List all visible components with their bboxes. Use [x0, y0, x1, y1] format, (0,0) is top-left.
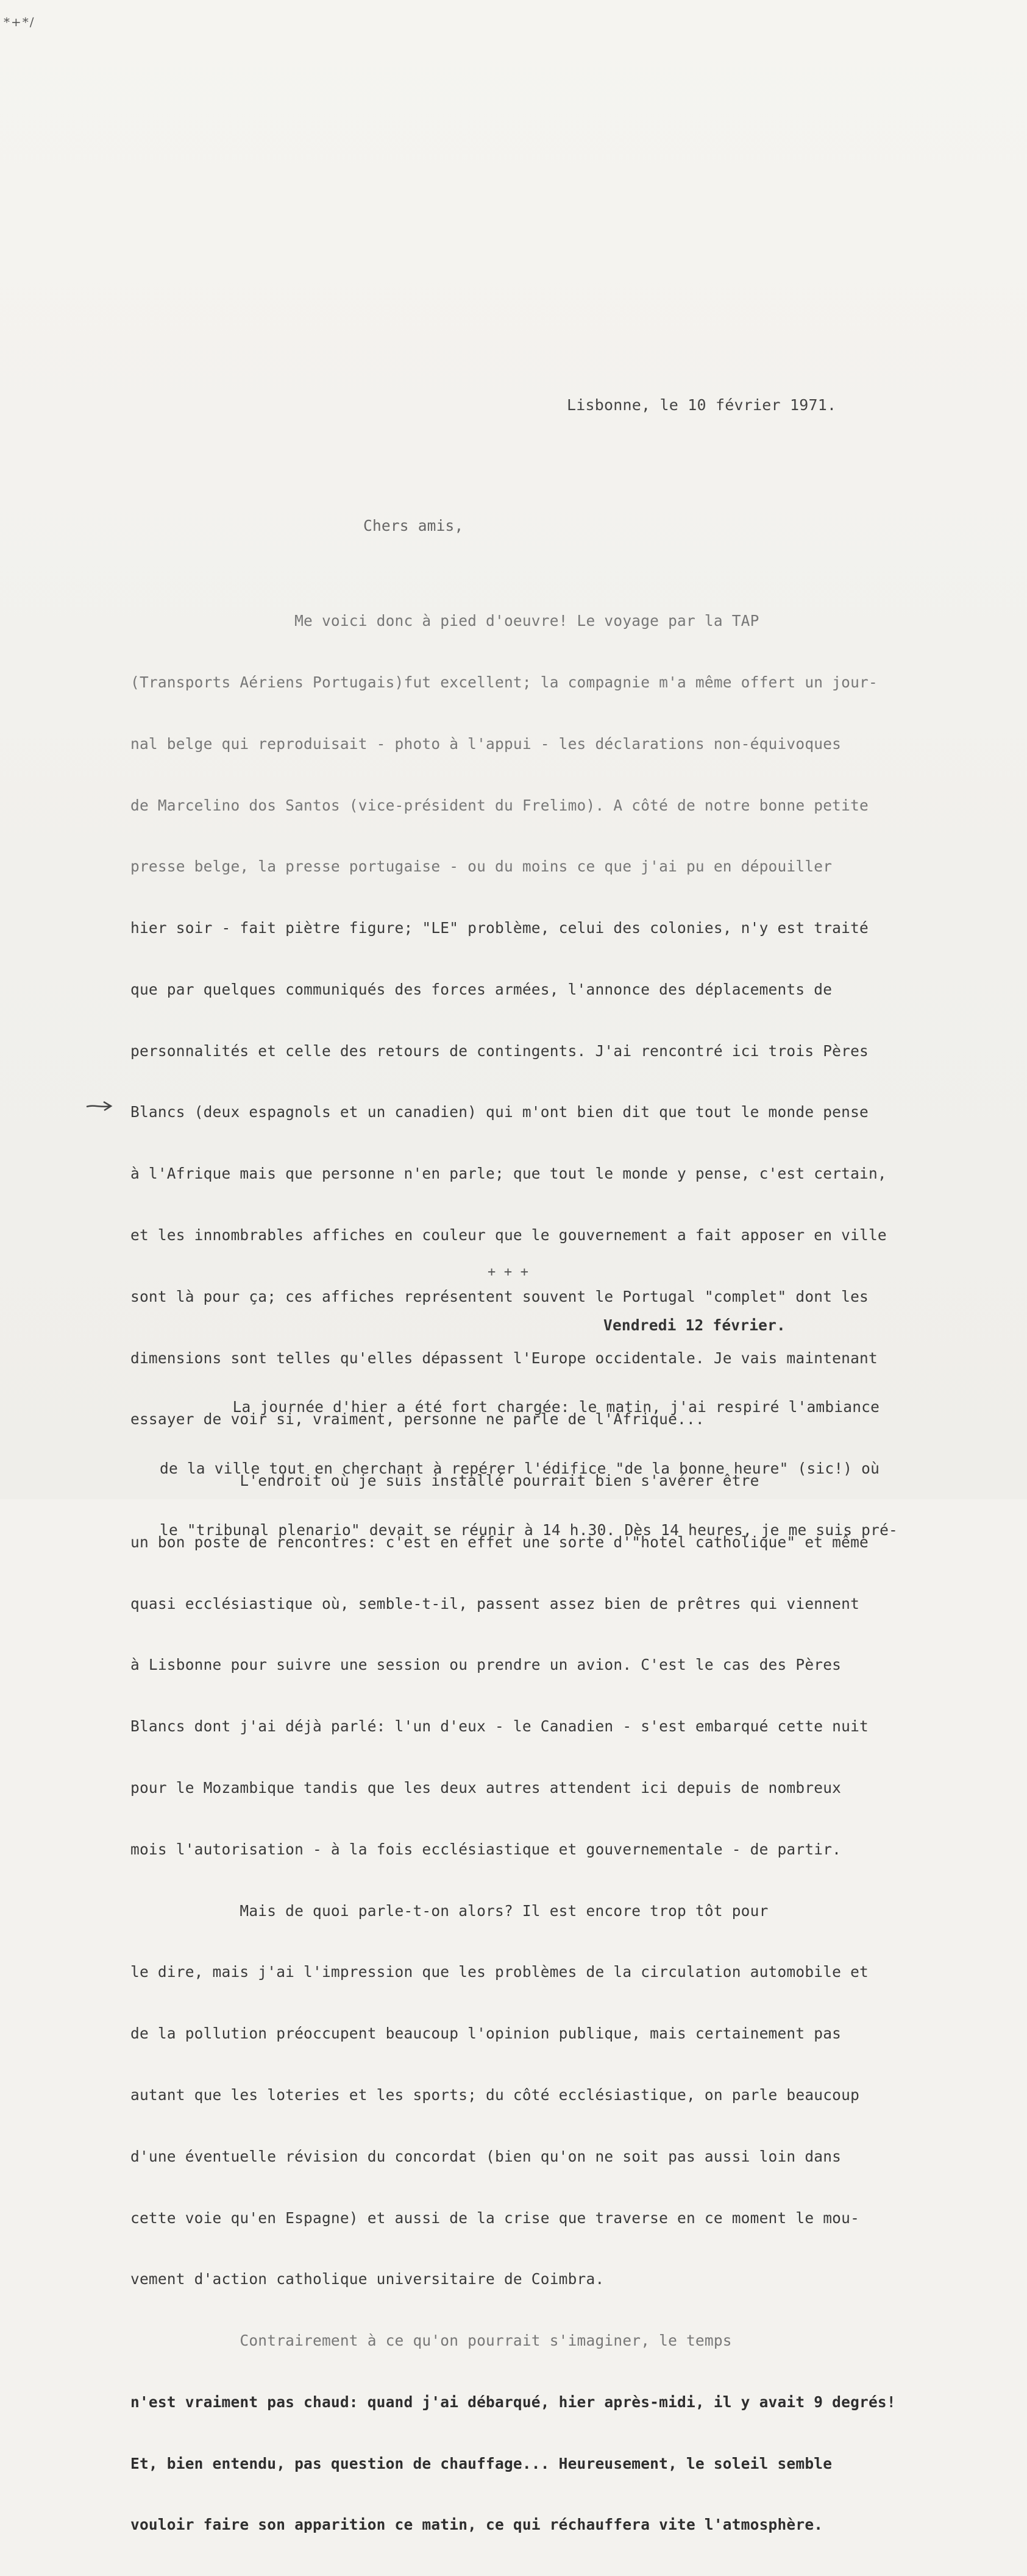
body-line: mois l'autorisation - à la fois ecclésiastique et gouvernementale - de partir.	[130, 1840, 842, 1858]
corner-mark: *+*/	[4, 15, 35, 29]
body-line: dimensions sont telles qu'elles dépassent l'Europe occidentale. Je vais maintenant	[130, 1349, 878, 1367]
body-line: Blancs dont j'ai déjà parlé: l'un d'eux - le Canadien - s'est embarqué cette nuit	[130, 1717, 869, 1736]
body-line: le dire, mais j'ai l'impression que les problèmes de la circulation automobile et	[130, 1963, 869, 1981]
body-line: que par quelques communiqués des forces armées, l'annonce des déplacements de	[130, 980, 833, 998]
arrow-right-icon	[85, 1099, 115, 1115]
body-line: à Lisbonne pour suivre une session ou prendre un avion. C'est le cas des Pères	[130, 1656, 842, 1674]
body-line: cette voie qu'en Espagne) et aussi de la crise que traverse en ce moment le mou-	[130, 2209, 860, 2227]
body-line: essayer de voir si, vraiment, personne ne parle de l'Afrique...	[130, 1410, 705, 1428]
body-line: Me voici donc à pied d'oeuvre! Le voyage par la TAP	[130, 612, 759, 630]
body-line: d'une éventuelle révision du concordat (bien qu'on ne soit pas aussi loin dans	[130, 2147, 842, 2165]
body-line: quasi ecclésiastique où, semble-t-il, passent assez bien de prêtres qui viennent	[130, 1594, 860, 1613]
body-line: (Transports Aériens Portugais)fut excellent; la compagnie m'a même offert un jour-	[130, 673, 878, 691]
body-line: hier soir - fait piètre figure; "LE" problème, celui des colonies, n'y est traité	[130, 919, 869, 937]
letter-body-continued	[160, 1356, 898, 1581]
body-line: La journée d'hier a été fort chargée: le matin, j'ai respiré l'ambiance	[160, 1398, 880, 1416]
body-line: nal belge qui reproduisait - photo à l'appui - les déclarations non-équivoques	[130, 734, 842, 753]
body-line: pour le Mozambique tandis que les deux autres attendent ici depuis de nombreux	[130, 1779, 842, 1797]
second-dateline: Vendredi 12 février.	[603, 1316, 786, 1334]
body-line: le "tribunal plenario" devait se réunir à 14 h.30. Dès 14 heures, je me suis pré-	[160, 1520, 898, 1539]
body-line: personnalités et celle des retours de contingents. J'ai rencontré ici trois Pères	[130, 1041, 869, 1060]
dateline: Lisbonne, le 10 février 1971.	[567, 396, 837, 414]
body-line: un bon poste de rencontres: c'est en effet une sorte d'"hotel catholique" et même	[130, 1533, 869, 1551]
body-line: Et, bien entendu, pas question de chauffage... Heureusement, le soleil semble	[130, 2454, 833, 2472]
body-line: vouloir faire son apparition ce matin, ce qui réchauffera vite l'atmosphère.	[130, 2516, 823, 2534]
section-separator: + + +	[488, 1265, 529, 1280]
body-line: n'est vraiment pas chaud: quand j'ai débarqué, hier après-midi, il y avait 9 degrés!	[130, 2393, 896, 2411]
body-line: autant que les loteries et les sports; du côté ecclésiastique, on parle beaucoup	[130, 2085, 860, 2104]
body-line: de la ville tout en cherchant à repérer l'édifice "de la bonne heure" (sic!) où	[160, 1459, 880, 1477]
body-line: de Marcelino dos Santos (vice-président du Frelimo). A côté de notre bonne petite	[130, 796, 869, 814]
body-line: presse belge, la presse portugaise - ou du moins ce que j'ai pu en dépouiller	[130, 857, 833, 876]
body-line: Mais de quoi parle-t-on alors? Il est encore trop tôt pour	[130, 1901, 769, 1920]
body-line: de la pollution préoccupent beaucoup l'opinion publique, mais certainement pas	[130, 2024, 842, 2043]
body-line: vement d'action catholique universitaire de Coimbra.	[130, 2270, 605, 2288]
body-line: et les innombrables affiches en couleur que le gouvernement a fait apposer en ville	[130, 1226, 887, 1244]
body-line: Contrairement à ce qu'on pourrait s'imaginer, le temps	[130, 2332, 732, 2350]
body-line: Blancs (deux espagnols et un canadien) qui m'ont bien dit que tout le monde pense	[130, 1103, 869, 1121]
body-line: sont là pour ça; ces affiches représentent souvent le Portugal "complet" dont les	[130, 1287, 869, 1305]
body-line: à l'Afrique mais que personne n'en parle; que tout le monde y pense, c'est certain,	[130, 1165, 887, 1183]
salutation: Chers amis,	[363, 517, 464, 534]
body-line: L'endroit où je suis installé pourrait bien s'avérer être	[130, 1472, 759, 1490]
